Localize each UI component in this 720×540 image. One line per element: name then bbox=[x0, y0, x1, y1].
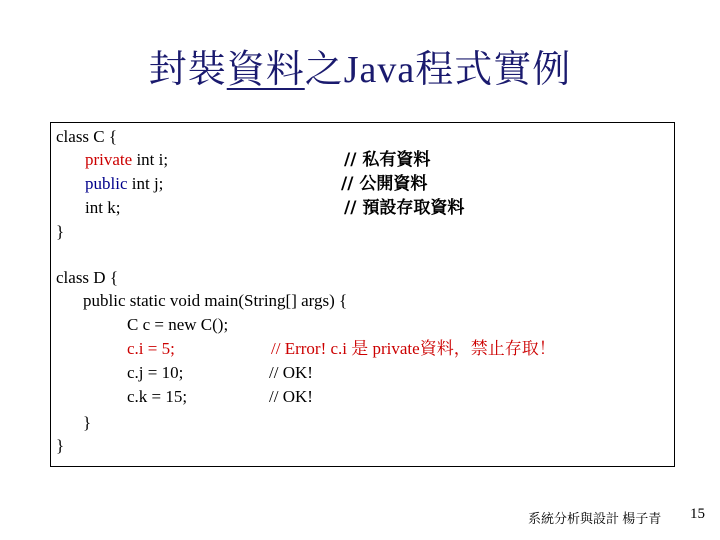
slide-title bbox=[0, 38, 720, 93]
comment-error bbox=[271, 339, 556, 359]
comment-private: // 私有資料 bbox=[344, 150, 431, 170]
code-ck: c.k = 15; bbox=[127, 387, 188, 406]
keyword-private: private bbox=[85, 150, 133, 169]
code-cj: c.j = 10; bbox=[127, 363, 184, 382]
title-suffix: 之Java程式實例 bbox=[304, 49, 572, 91]
code-box bbox=[50, 122, 675, 467]
code-private-rest: int i; bbox=[132, 150, 169, 169]
comment-error-text: // Error! c.i 是 private資料，禁止存取！ bbox=[271, 339, 556, 358]
code-main-sig: public static void main(String[] args) { bbox=[83, 291, 348, 310]
code-close-d: } bbox=[56, 436, 65, 455]
title-prefix: 封裝 bbox=[148, 49, 227, 91]
code-int-k: int k; bbox=[85, 198, 121, 217]
title-underlined: 資料 bbox=[226, 49, 305, 91]
code-close-main: } bbox=[83, 413, 92, 432]
code-close-c: } bbox=[56, 222, 65, 241]
code-class-d: class D { bbox=[56, 268, 118, 287]
code-class-c: class C { bbox=[56, 127, 118, 146]
comment-ok-j: // OK! bbox=[269, 363, 313, 382]
code-new-c: C c = new C(); bbox=[127, 315, 229, 334]
comment-default: // 預設存取資料 bbox=[344, 198, 465, 218]
code-public-line bbox=[85, 174, 163, 194]
page-number: 15 bbox=[690, 506, 705, 522]
footer-text: 系統分析與設計 楊子青 bbox=[528, 511, 662, 526]
code-public-rest: int j; bbox=[127, 174, 164, 193]
comment-public: // 公開資料 bbox=[341, 174, 428, 194]
code-private-line bbox=[85, 150, 168, 170]
keyword-public: public bbox=[85, 174, 128, 193]
code-ci: c.i = 5; bbox=[127, 339, 175, 358]
comment-ok-k: // OK! bbox=[269, 387, 313, 406]
